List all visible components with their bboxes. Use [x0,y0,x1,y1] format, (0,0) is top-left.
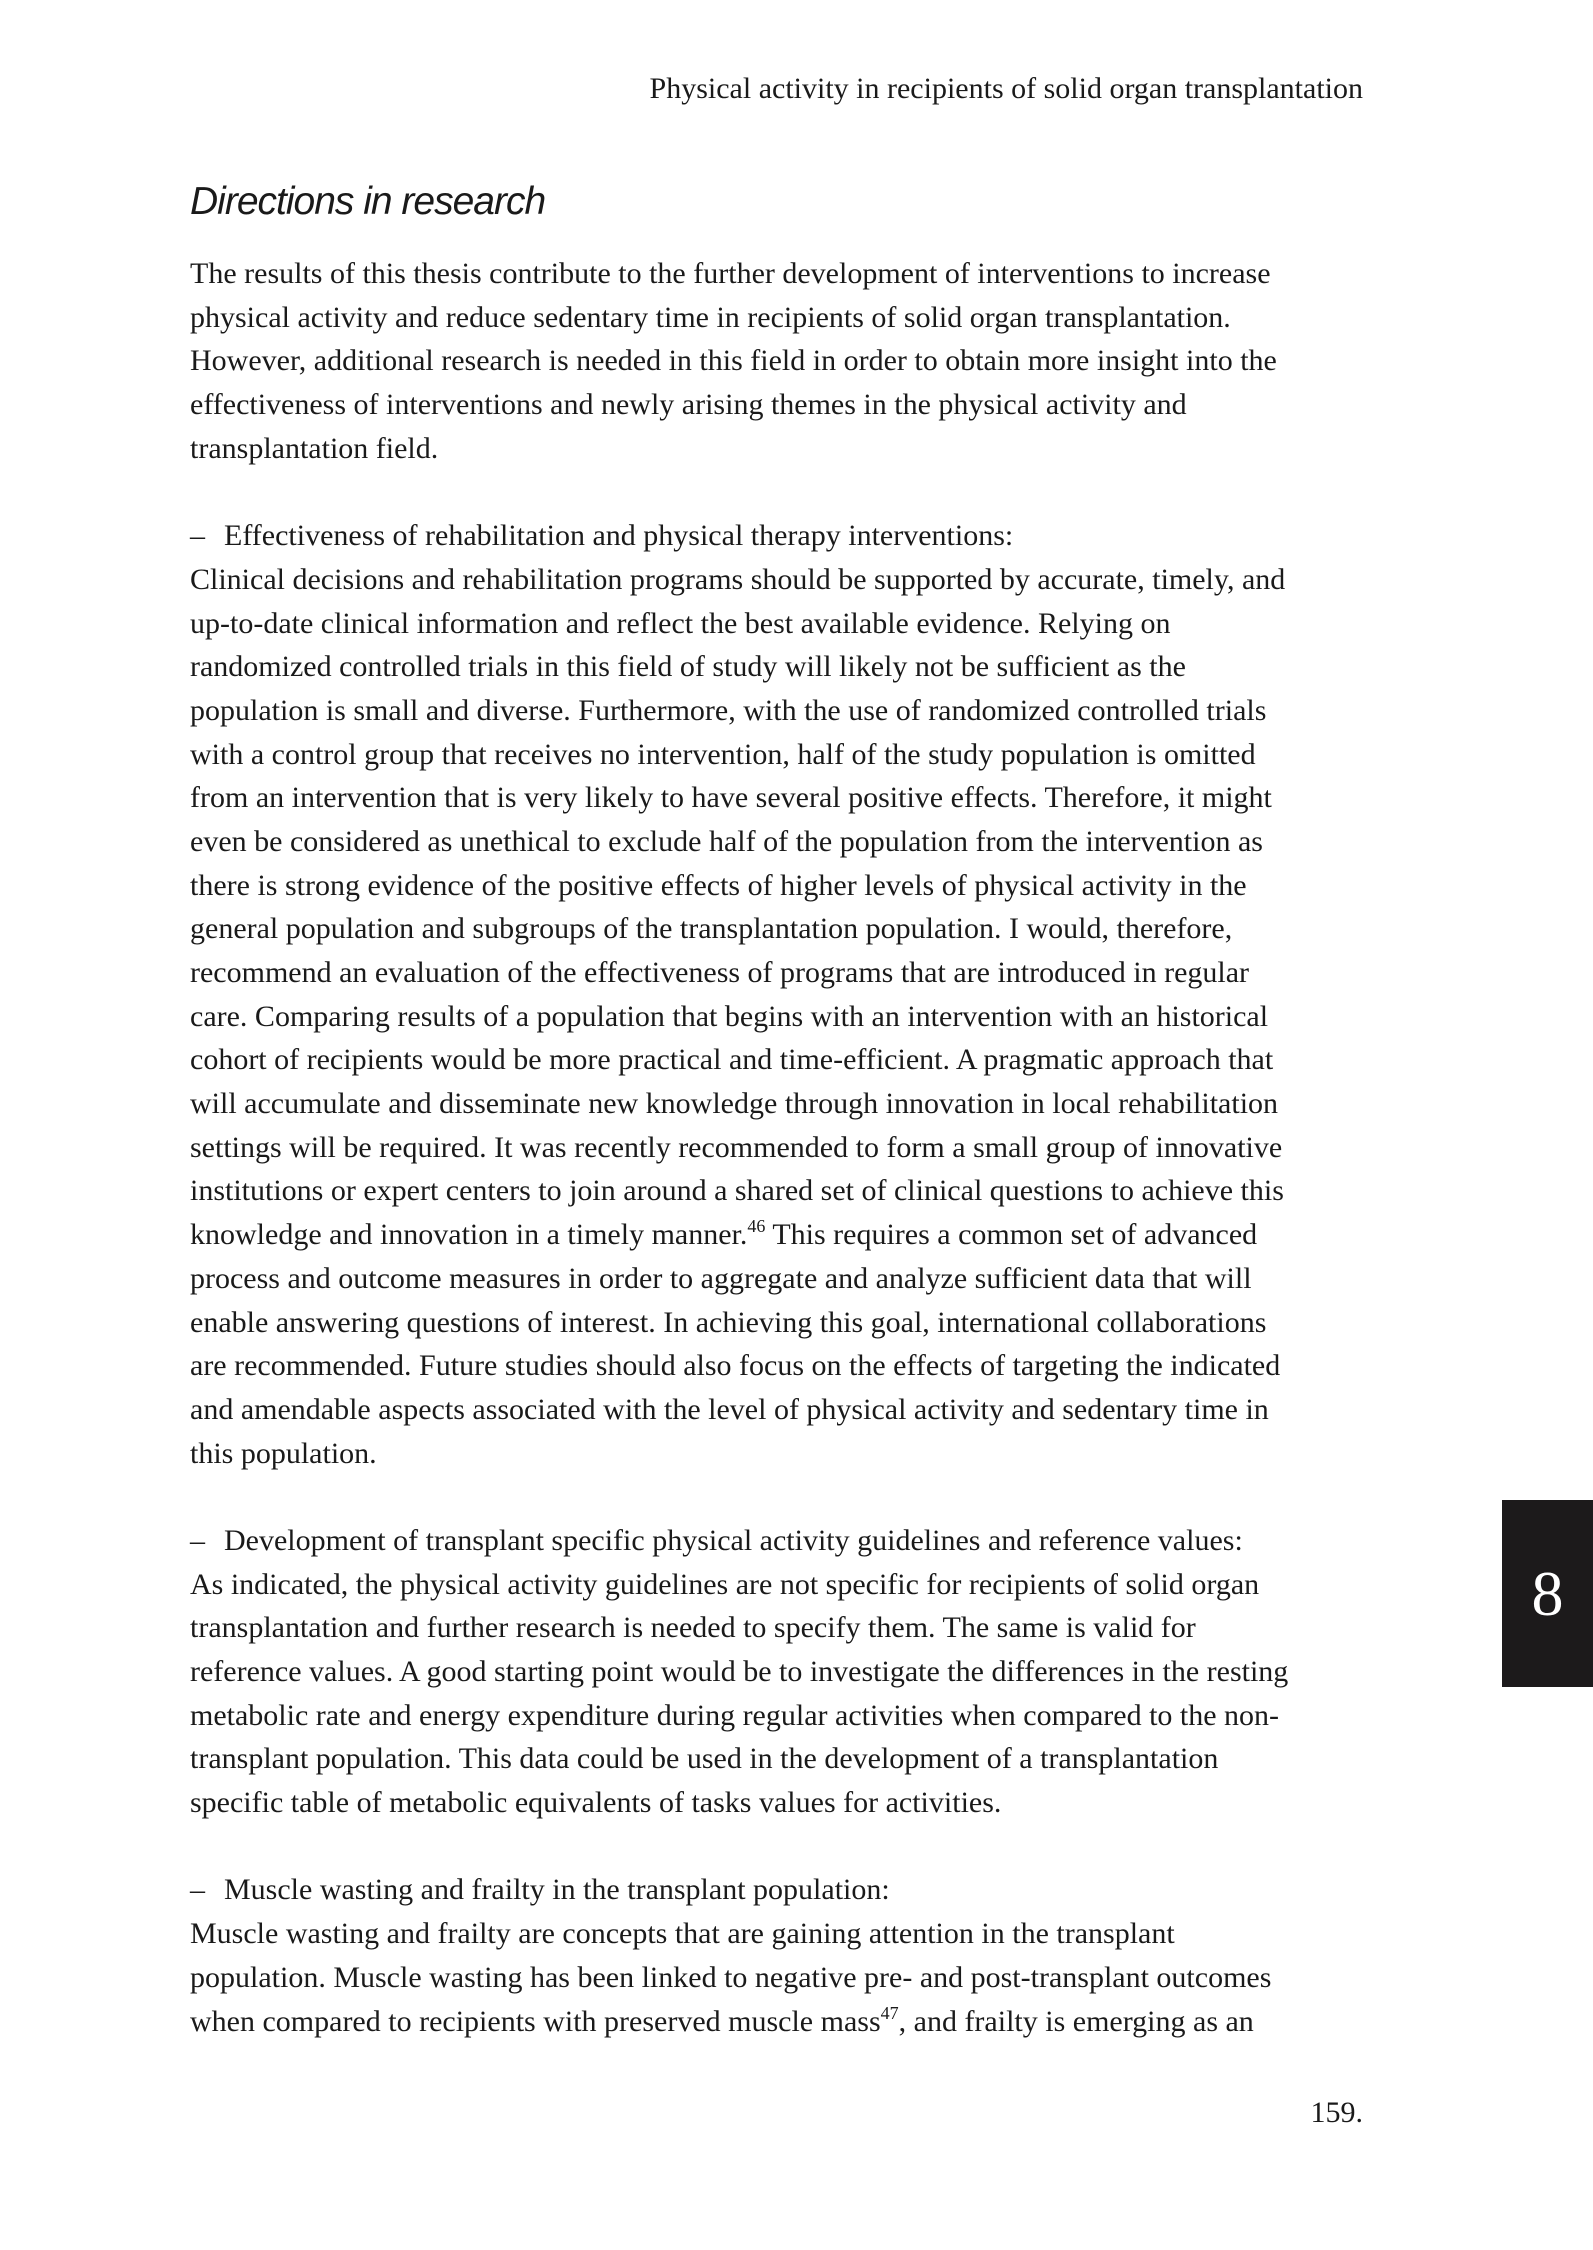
text-line: However, additional research is needed in this field in order to obtain more insight into the [190,344,1277,378]
bullet-dash: – [190,1873,205,1907]
list-item-heading-text: Effectiveness of rehabilitation and physical therapy interventions: [224,519,1014,553]
text-line: effectiveness of interventions and newly arising themes in the physical activity and [190,388,1187,422]
text-line: even be considered as unethical to exclude half of the population from the intervention as [190,824,1263,858]
text-line: cohort of recipients would be more practical and time-efficient. A pragmatic approach that [190,1043,1274,1077]
text-line: from an intervention that is very likely to have several positive effects. Therefore, it might [190,781,1272,815]
page-number: 159. [1310,2096,1363,2129]
citation-superscript: 47 [880,2002,899,2023]
text-line: recommend an evaluation of the effectiveness of programs that are introduced in regular [190,956,1250,989]
text-line: transplantation field. [190,431,439,465]
text-line: physical activity and reduce sedentary time in recipients of solid organ transplantation. [190,300,1231,334]
text-line: settings will be required. It was recently recommended to form a small group of innovative [190,1130,1283,1164]
blank-line [190,1825,1390,1869]
text-line: enable answering questions of interest. In achieving this goal, international collaborations [190,1305,1267,1339]
text-line: transplant population. This data could be used in the development of a transplantation [190,1742,1219,1776]
list-item-heading-text: Development of transplant specific physical activity guidelines and reference values: [224,1523,1243,1557]
running-head: Physical activity in recipients of solid organ transplantation [649,72,1363,105]
text-line: will accumulate and disseminate new knowledge through innovation in local rehabilitation [190,1087,1279,1121]
body-text [190,252,1390,2043]
text-line: and amendable aspects associated with the level of physical activity and sedentary time in [190,1392,1269,1426]
text-line: Muscle wasting and frailty are concepts that are gaining attention in the transplant [190,1917,1175,1951]
text-line: The results of this thesis contribute to the further development of interventions to increase [190,257,1271,290]
bullet-dash: – [190,1523,205,1557]
text-line: transplantation and further research is needed to specify them. The same is valid for [190,1611,1196,1645]
text-line: there is strong evidence of the positive effects of higher levels of physical activity in the [190,868,1247,902]
text-line: general population and subgroups of the transplantation population. I would, therefore, [190,912,1233,946]
text-line: institutions or expert centers to join around a shared set of clinical questions to achieve this [190,1174,1284,1208]
blank-line [190,1475,1390,1519]
text-line: Clinical decisions and rehabilitation programs should be supported by accurate, timely, and [190,562,1286,596]
list-item-heading [190,1519,1390,1563]
chapter-tab: 8 [1502,1500,1593,1687]
text-segment: This requires a common set of advanced [765,1218,1258,1252]
list-item-heading [190,1868,1390,1912]
section-title: Directions in research [190,180,546,223]
text-line [190,1213,1390,1257]
text-line: reference values. A good starting point would be to investigate the differences in the resting [190,1655,1289,1688]
text-segment: knowledge and innovation in a timely manner. [190,1218,748,1252]
text-line: population. Muscle wasting has been linked to negative pre- and post-transplant outcomes [190,1960,1272,1994]
text-line: metabolic rate and energy expenditure during regular activities when compared to the non- [190,1698,1280,1732]
list-item-heading-text: Muscle wasting and frailty in the transplant population: [224,1873,890,1907]
text-line [190,2000,1390,2044]
citation-superscript: 46 [747,1216,766,1237]
text-line: process and outcome measures in order to aggregate and analyze sufficient data that will [190,1261,1252,1295]
text-line: with a control group that receives no intervention, half of the study population is omitted [190,737,1256,771]
text-line: care. Comparing results of a population that begins with an intervention with an historical [190,999,1269,1033]
text-segment: when compared to recipients with preserved muscle mass [190,2004,881,2038]
text-segment: , and frailty is emerging as an [898,2004,1254,2038]
text-line: As indicated, the physical activity guidelines are not specific for recipients of solid organ [190,1567,1260,1601]
text-line: are recommended. Future studies should also focus on the effects of targeting the indicated [190,1349,1281,1383]
text-line: population is small and diverse. Furthermore, with the use of randomized controlled trials [190,693,1267,727]
list-item-heading [190,514,1390,558]
text-line: up-to-date clinical information and reflect the best available evidence. Relying on [190,606,1171,640]
text-line: this population. [190,1436,377,1470]
blank-line [190,470,1390,514]
text-line: specific table of metabolic equivalents of tasks values for activities. [190,1786,1002,1820]
text-line: randomized controlled trials in this field of study will likely not be sufficient as the [190,650,1186,684]
bullet-dash: – [190,519,205,553]
